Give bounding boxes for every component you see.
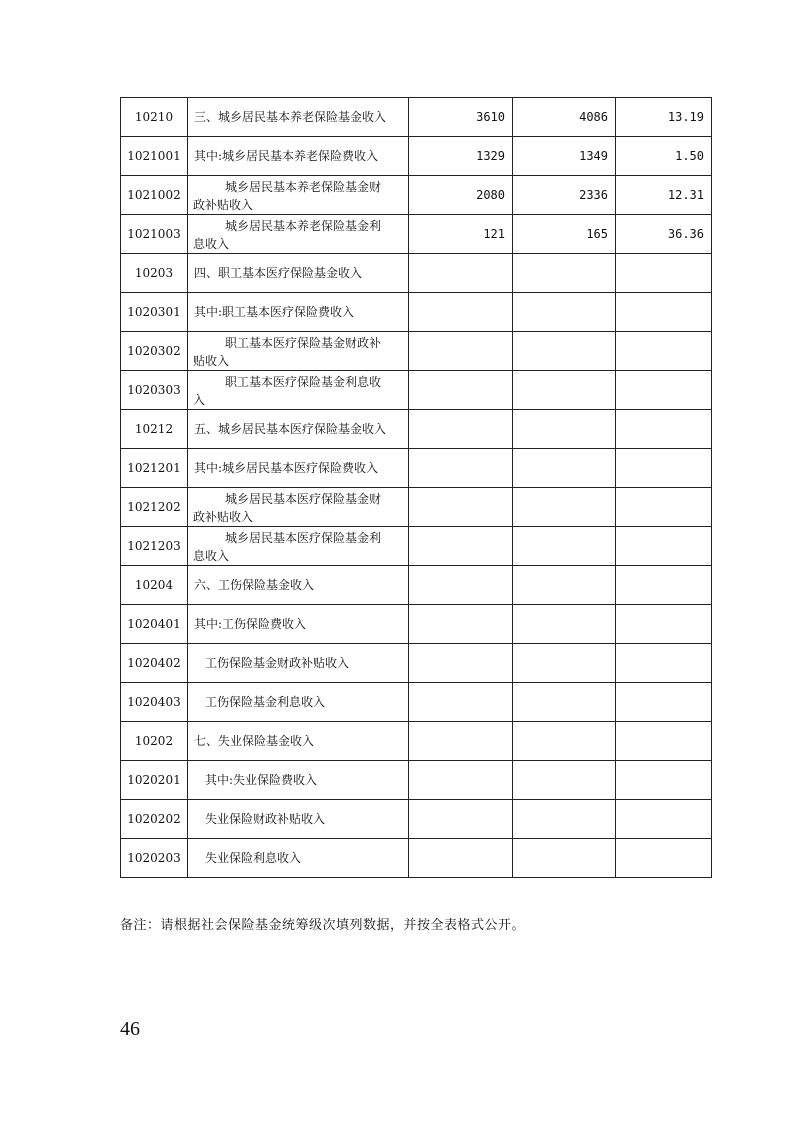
row-value-3: 13.19 — [616, 98, 712, 137]
row-value-3: 1.50 — [616, 137, 712, 176]
row-code: 1021003 — [121, 215, 188, 254]
table-row — [121, 839, 712, 878]
row-code: 10204 — [121, 566, 188, 605]
table-row — [121, 137, 712, 176]
row-name-line-1: 城乡居民基本养老保险基金财 — [225, 180, 382, 194]
row-value-3 — [616, 488, 712, 527]
row-value-3 — [616, 332, 712, 371]
row-code: 1021203 — [121, 527, 188, 566]
row-code: 1020203 — [121, 839, 188, 878]
table-row — [121, 761, 712, 800]
row-value-2 — [513, 566, 616, 605]
row-value-1 — [409, 566, 513, 605]
row-value-1: 121 — [409, 215, 513, 254]
row-value-3 — [616, 605, 712, 644]
row-name — [188, 488, 409, 527]
row-name-line-1: 城乡居民基本养老保险基金利 — [225, 219, 382, 233]
row-name: 其中:失业保险费收入 — [188, 761, 409, 800]
row-value-1 — [409, 410, 513, 449]
row-value-3 — [616, 761, 712, 800]
row-value-3 — [616, 566, 712, 605]
row-value-2 — [513, 332, 616, 371]
row-value-2: 1349 — [513, 137, 616, 176]
row-value-1 — [409, 488, 513, 527]
row-value-3 — [616, 371, 712, 410]
row-value-3 — [616, 683, 712, 722]
row-value-3 — [616, 293, 712, 332]
row-name: 工伤保险基金利息收入 — [188, 683, 409, 722]
income-table — [120, 97, 712, 878]
row-name-line-1: 城乡居民基本医疗保险基金财 — [225, 492, 382, 506]
row-value-3 — [616, 722, 712, 761]
footnote: 备注：请根据社会保险基金统筹级次填列数据，并按全表格式公开。 — [120, 918, 526, 933]
row-value-2: 4086 — [513, 98, 616, 137]
row-value-2 — [513, 839, 616, 878]
row-value-3 — [616, 527, 712, 566]
row-value-1 — [409, 644, 513, 683]
table-row — [121, 410, 712, 449]
row-value-3: 36.36 — [616, 215, 712, 254]
table-row — [121, 293, 712, 332]
row-code: 1020202 — [121, 800, 188, 839]
row-value-3 — [616, 800, 712, 839]
row-code: 1021002 — [121, 176, 188, 215]
row-name: 其中:城乡居民基本养老保险费收入 — [188, 137, 409, 176]
row-value-2 — [513, 488, 616, 527]
row-code: 1020302 — [121, 332, 188, 371]
row-value-2 — [513, 683, 616, 722]
row-code: 1020401 — [121, 605, 188, 644]
row-value-2 — [513, 293, 616, 332]
row-code: 1020201 — [121, 761, 188, 800]
row-code: 1020303 — [121, 371, 188, 410]
row-value-2 — [513, 410, 616, 449]
row-code: 1020403 — [121, 683, 188, 722]
table-row — [121, 644, 712, 683]
table-row — [121, 683, 712, 722]
table-row — [121, 527, 712, 566]
row-code: 10210 — [121, 98, 188, 137]
row-value-1 — [409, 527, 513, 566]
row-value-2 — [513, 605, 616, 644]
row-value-2 — [513, 527, 616, 566]
row-name-line-2: 入 — [193, 393, 206, 407]
row-code: 1021202 — [121, 488, 188, 527]
row-name: 失业保险利息收入 — [188, 839, 409, 878]
row-name: 三、城乡居民基本养老保险基金收入 — [188, 98, 409, 137]
row-code: 1021001 — [121, 137, 188, 176]
row-code: 1020402 — [121, 644, 188, 683]
table-row — [121, 722, 712, 761]
row-name: 其中:工伤保险费收入 — [188, 605, 409, 644]
row-value-1 — [409, 254, 513, 293]
row-name — [188, 527, 409, 566]
row-name-line-1: 职工基本医疗保险基金财政补 — [225, 336, 382, 350]
table-row — [121, 98, 712, 137]
row-value-2: 2336 — [513, 176, 616, 215]
row-value-1 — [409, 761, 513, 800]
row-name: 其中:城乡居民基本医疗保险费收入 — [188, 449, 409, 488]
table-row — [121, 605, 712, 644]
row-value-1 — [409, 605, 513, 644]
row-value-1 — [409, 839, 513, 878]
row-value-2 — [513, 722, 616, 761]
row-name: 四、职工基本医疗保险基金收入 — [188, 254, 409, 293]
row-name: 五、城乡居民基本医疗保险基金收入 — [188, 410, 409, 449]
table-row — [121, 371, 712, 410]
row-value-1 — [409, 800, 513, 839]
table-row — [121, 449, 712, 488]
row-name-line-2: 息收入 — [193, 237, 230, 251]
row-name — [188, 215, 409, 254]
row-value-1: 2080 — [409, 176, 513, 215]
row-code: 10202 — [121, 722, 188, 761]
row-value-3 — [616, 839, 712, 878]
row-name-line-2: 贴收入 — [193, 354, 230, 368]
row-value-2 — [513, 761, 616, 800]
table-row — [121, 566, 712, 605]
row-value-1 — [409, 371, 513, 410]
row-value-3: 12.31 — [616, 176, 712, 215]
row-code: 10203 — [121, 254, 188, 293]
row-name — [188, 371, 409, 410]
row-value-1 — [409, 332, 513, 371]
row-value-1 — [409, 293, 513, 332]
row-name-line-2: 息收入 — [193, 549, 230, 563]
table-row — [121, 215, 712, 254]
table-row — [121, 254, 712, 293]
row-value-1: 3610 — [409, 98, 513, 137]
row-value-1 — [409, 683, 513, 722]
row-value-2: 165 — [513, 215, 616, 254]
row-code: 10212 — [121, 410, 188, 449]
row-name: 七、失业保险基金收入 — [188, 722, 409, 761]
page-number: 46 — [120, 1018, 140, 1040]
row-name: 失业保险财政补贴收入 — [188, 800, 409, 839]
row-value-3 — [616, 644, 712, 683]
row-name-line-1: 职工基本医疗保险基金利息收 — [225, 375, 382, 389]
row-code: 1020301 — [121, 293, 188, 332]
row-value-2 — [513, 449, 616, 488]
row-name-line-1: 城乡居民基本医疗保险基金利 — [225, 531, 382, 545]
row-value-2 — [513, 371, 616, 410]
row-value-1: 1329 — [409, 137, 513, 176]
table-row — [121, 488, 712, 527]
row-name-line-2: 政补贴收入 — [193, 510, 254, 524]
row-value-1 — [409, 722, 513, 761]
row-value-2 — [513, 644, 616, 683]
row-name-line-2: 政补贴收入 — [193, 198, 254, 212]
table-row — [121, 800, 712, 839]
row-value-2 — [513, 254, 616, 293]
table-row — [121, 176, 712, 215]
table-row — [121, 332, 712, 371]
row-value-3 — [616, 254, 712, 293]
row-value-2 — [513, 800, 616, 839]
row-name: 其中:职工基本医疗保险费收入 — [188, 293, 409, 332]
row-value-1 — [409, 449, 513, 488]
row-name: 六、工伤保险基金收入 — [188, 566, 409, 605]
row-name — [188, 176, 409, 215]
row-value-3 — [616, 410, 712, 449]
row-value-3 — [616, 449, 712, 488]
row-name — [188, 332, 409, 371]
row-name: 工伤保险基金财政补贴收入 — [188, 644, 409, 683]
row-code: 1021201 — [121, 449, 188, 488]
